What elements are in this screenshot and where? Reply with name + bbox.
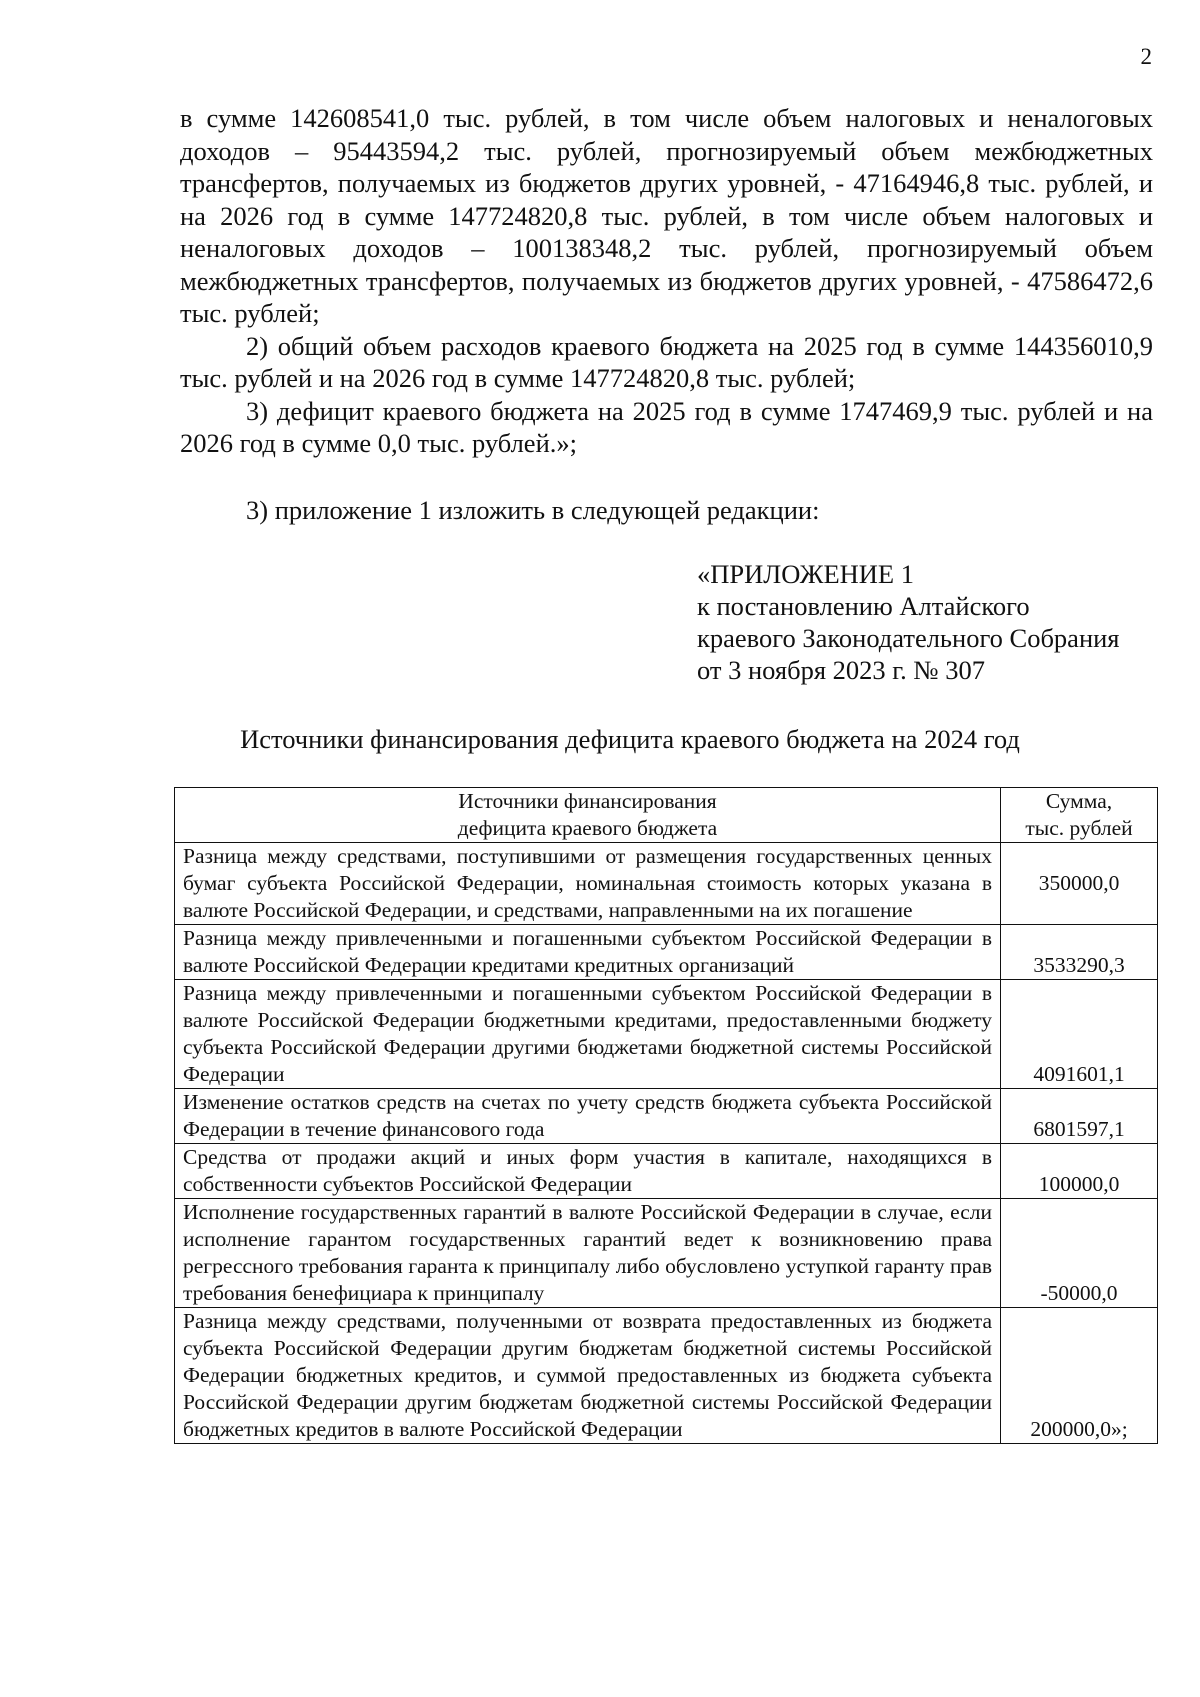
paragraph-revenue: в сумме 142608541,0 тыс. рублей, в том числе объем налоговых и неналоговых доходов – 95443594,2 тыс. рублей, прогнозируемый объем межбюджетных трансфертов, получаемых из бюджетов других уровней, - 47164946,8 тыс. рублей, и на 2026 год в сумме 147724820,8 тыс. рублей, в том числе объем налоговых и неналоговых доходов – 100138348,2 тыс. рублей, прогнозируемый объем межбюджетных трансфертов, получаемых из бюджетов других уровней, - 47586472,6 тыс. рублей; bbox=[180, 103, 1153, 328]
header-sources-line: Источники финансирования bbox=[458, 789, 717, 813]
appendix-line: краевого Законодательного Собрания bbox=[697, 623, 1120, 653]
table-row bbox=[175, 843, 1158, 925]
row-amount: 200000,0»; bbox=[1001, 1308, 1158, 1444]
appendix-title: «ПРИЛОЖЕНИЕ 1 bbox=[697, 559, 914, 589]
appendix-line: от 3 ноября 2023 г. № 307 bbox=[697, 655, 986, 685]
row-description: Разница между привлеченными и погашенными субъектом Российской Федерации в валюте Российской Федерации бюджетными кредитами, предоставленными бюджету субъекта Российской Федерации другими бюджетами бюджетной системы Российской Федерации bbox=[175, 980, 1001, 1089]
table-row bbox=[175, 1144, 1158, 1199]
table-row bbox=[175, 1089, 1158, 1144]
table-row bbox=[175, 1308, 1158, 1444]
table-header-row bbox=[175, 788, 1158, 843]
header-amount bbox=[1001, 788, 1158, 843]
header-sources-line: дефицита краевого бюджета bbox=[457, 816, 718, 840]
header-sources bbox=[175, 788, 1001, 843]
paragraph-deficit: 3) дефицит краевого бюджета на 2025 год в сумме 1747469,9 тыс. рублей и на 2026 год в сумме 0,0 тыс. рублей.»; bbox=[180, 395, 1153, 458]
paragraph-expenses: 2) общий объем расходов краевого бюджета на 2025 год в сумме 144356010,9 тыс. рублей и на 2026 год в сумме 147724820,8 тыс. рублей; bbox=[180, 330, 1153, 393]
appendix-line: к постановлению Алтайского bbox=[697, 591, 1030, 621]
row-description: Разница между средствами, полученными от возврата предоставленных из бюджета субъекта Российской Федерации другим бюджетам бюджетной системы Российской Федерации бюджетных кредитов, и суммой предоставленных из бюджета субъекта Российской Федерации другим бюджетам бюджетной системы Российской Федерации бюджетных кредитов в валюте Российской Федерации bbox=[175, 1308, 1001, 1444]
row-description: Изменение остатков средств на счетах по учету средств бюджета субъекта Российской Федерации в течение финансового года bbox=[175, 1089, 1001, 1144]
paragraph-appendix-instruction: 3) приложение 1 изложить в следующей редакции: bbox=[246, 495, 820, 525]
page-number: 2 bbox=[1140, 44, 1152, 69]
table-title: Источники финансирования дефицита краевого бюджета на 2024 год bbox=[240, 724, 1020, 754]
table-row bbox=[175, 1199, 1158, 1308]
appendix-header bbox=[697, 558, 1120, 686]
financing-sources-table bbox=[174, 787, 1158, 1444]
body-text bbox=[180, 102, 1153, 460]
row-amount: 6801597,1 bbox=[1001, 1089, 1158, 1144]
row-description: Разница между привлеченными и погашенными субъектом Российской Федерации в валюте Российской Федерации кредитами кредитных организаций bbox=[175, 925, 1001, 980]
row-amount: 100000,0 bbox=[1001, 1144, 1158, 1199]
row-description: Разница между средствами, поступившими от размещения государственных ценных бумаг субъекта Российской Федерации, номинальная стоимость которых указана в валюте Российской Федерации, и средствами, направленными на их погашение bbox=[175, 843, 1001, 925]
row-description: Средства от продажи акций и иных форм участия в капитале, находящихся в собственности субъектов Российской Федерации bbox=[175, 1144, 1001, 1199]
table-row bbox=[175, 925, 1158, 980]
row-amount: 3533290,3 bbox=[1001, 925, 1158, 980]
header-amount-line: тыс. рублей bbox=[1025, 816, 1133, 840]
row-amount: 350000,0 bbox=[1001, 843, 1158, 925]
row-amount: 4091601,1 bbox=[1001, 980, 1158, 1089]
row-amount: -50000,0 bbox=[1001, 1199, 1158, 1308]
table-row bbox=[175, 980, 1158, 1089]
header-amount-line: Сумма, bbox=[1045, 789, 1113, 813]
row-description: Исполнение государственных гарантий в валюте Российской Федерации в случае, если исполнение гарантом государственных гарантий ведет к возникновению права регрессного требования гаранта к принципалу либо обусловлено уступкой гаранту прав требования бенефициара к принципалу bbox=[175, 1199, 1001, 1308]
